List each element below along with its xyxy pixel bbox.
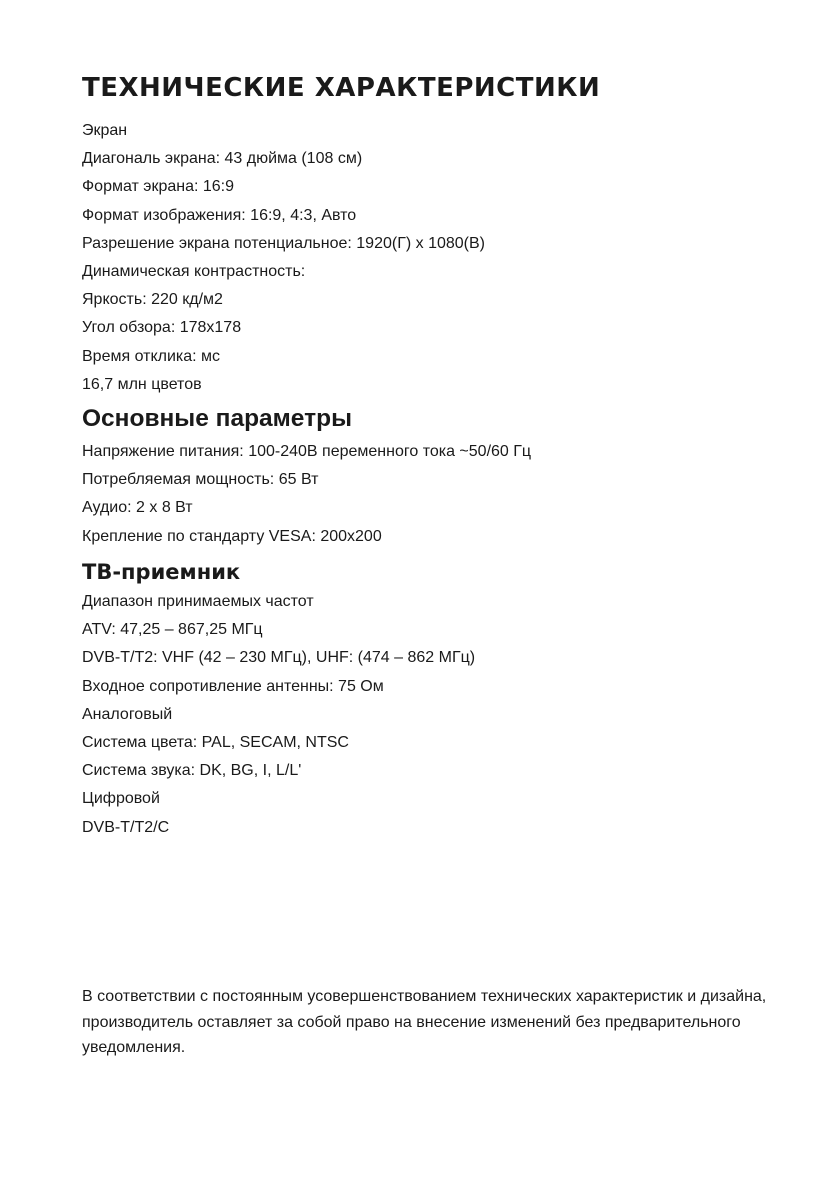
screen-spec-item: Экран — [82, 122, 128, 139]
screen-spec-item: 16,7 млн цветов — [82, 375, 202, 393]
tv-spec-item: Система звука: DK, BG, I, L/L' — [82, 762, 302, 780]
tv-spec-item: Система цвета: PAL, SECAM, NTSC — [82, 733, 349, 751]
tv-spec-item: Входное сопротивление антенны: 75 Ом — [82, 677, 384, 695]
tv-receiver-heading: ТВ-приемник — [82, 560, 241, 584]
screen-spec-item: Время отклика: мс — [82, 347, 221, 365]
screen-spec-item: Динамическая контрастность: — [82, 262, 306, 280]
screen-spec-list — [82, 117, 485, 399]
basic-spec-list — [82, 438, 531, 551]
tv-spec-list — [82, 588, 475, 842]
screen-spec-item: Разрешение экрана потенциальное: 1920(Г) x 1080(В) — [82, 234, 485, 252]
basic-spec-item: Аудио: 2 x 8 Вт — [82, 499, 193, 517]
tv-spec-item: ATV: 47,25 – 867,25 МГц — [82, 621, 263, 639]
tv-spec-item: Цифровой — [82, 790, 160, 808]
screen-spec-item: Угол обзора: 178x178 — [82, 319, 242, 337]
screen-spec-item: Яркость: 220 кд/м2 — [82, 291, 223, 309]
tv-spec-item: Аналоговый — [82, 705, 173, 723]
tv-spec-item: Диапазон принимаемых частот — [82, 593, 314, 610]
basic-spec-item: Потребляемая мощность: 65 Вт — [82, 471, 319, 489]
screen-spec-item: Диагональ экрана: 43 дюйма (108 см) — [82, 150, 363, 168]
basic-spec-item: Крепление по стандарту VESA: 200x200 — [82, 527, 382, 545]
basic-spec-item: Напряжение питания: 100-240В переменного тока ~50/60 Гц — [82, 443, 532, 460]
tv-spec-item: DVB-T/T2/C — [82, 818, 170, 836]
basic-params-heading: Основные параметры — [82, 405, 352, 432]
screen-spec-item: Формат изображения: 16:9, 4:3, Авто — [82, 206, 357, 224]
disclaimer-text: В соответствии с постоянным усовершенствованием технических характеристик и дизайна, производитель оставляет за собой право на внесение изменений без предварительного уведомления. — [82, 988, 767, 1056]
screen-spec-item: Формат экрана: 16:9 — [82, 178, 235, 196]
tv-spec-item: DVB-T/T2: VHF (42 – 230 МГц), UHF: (474 – 862 МГц) — [82, 649, 476, 667]
page-title: ТЕХНИЧЕСКИЕ ХАРАКТЕРИСТИКИ — [82, 73, 601, 103]
